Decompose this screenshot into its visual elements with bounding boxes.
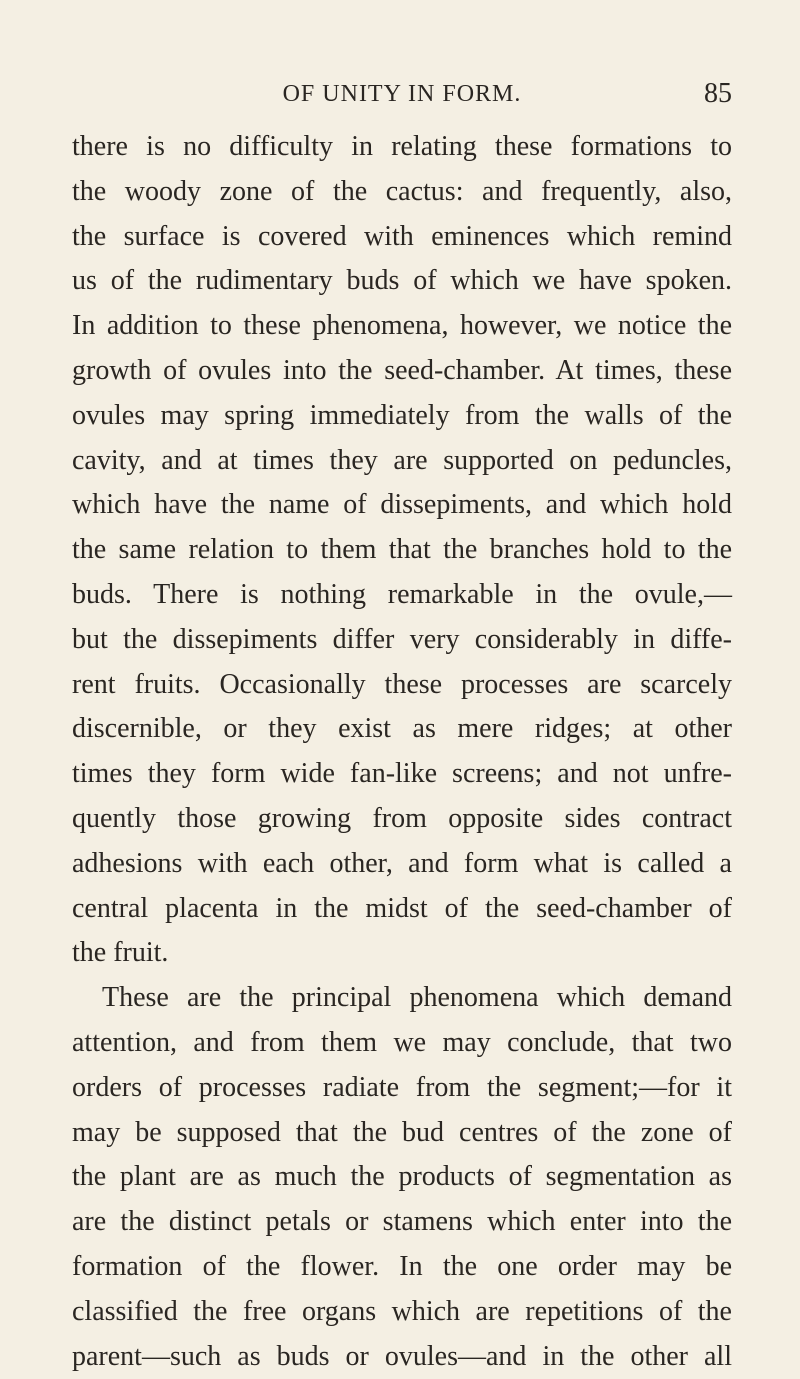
text-line: quently those growing from opposite sides contract [72,802,732,834]
text-line: the same relation to them that the branches hold to the [72,534,732,566]
body-text [72,125,732,1379]
text-line: parent—such as buds or ovules—and in the other all [72,1340,732,1372]
text-line: rent fruits. Occasionally these processes are scarcely [72,668,732,700]
text-line: but the dissepiments differ very considerably in diffe- [72,623,732,655]
paragraph-end-line: the fruit. [72,937,169,969]
text-line: discernible, or they exist as mere ridges; at other [72,713,732,745]
text-line: In addition to these phenomena, however, we notice the [72,310,732,342]
text-line: there is no difficulty in relating these formations to [72,131,732,162]
text-line: cavity, and at times they are supported on peduncles, [72,444,732,476]
text-line: the woody zone of the cactus: and frequently, also, [72,175,732,207]
running-title: OF UNITY IN FORM. [282,81,522,107]
text-line: adhesions with each other, and form what is called a [72,847,732,879]
text-line: classified the free organs which are repetitions of the [72,1295,732,1327]
text-line: orders of processes radiate from the segment;—for it [72,1071,732,1103]
text-line: the plant are as much the products of segmentation as [72,1161,732,1193]
text-line: times they form wide fan-like screens; and not unfre- [72,758,732,790]
running-head [72,76,732,112]
page-number: 85 [704,78,732,109]
text-line: are the distinct petals or stamens which enter into the [72,1206,732,1238]
text-line: may be supposed that the bud centres of the zone of [72,1116,732,1148]
text-line: central placenta in the midst of the seed-chamber of [72,892,732,924]
text-line: the surface is covered with eminences which remind [72,220,732,252]
text-line: us of the rudimentary buds of which we have spoken. [72,265,732,297]
text-line: which have the name of dissepiments, and which hold [72,489,732,521]
text-line: ovules may spring immediately from the walls of the [72,399,732,431]
text-line: growth of ovules into the seed-chamber. At times, these [72,354,732,386]
text-line: formation of the flower. In the one order may be [72,1250,732,1282]
paragraph-first-line: These are the principal phenomena which demand [102,982,732,1014]
text-line: attention, and from them we may conclude, that two [72,1026,732,1058]
text-line: buds. There is nothing remarkable in the ovule,— [72,578,732,610]
